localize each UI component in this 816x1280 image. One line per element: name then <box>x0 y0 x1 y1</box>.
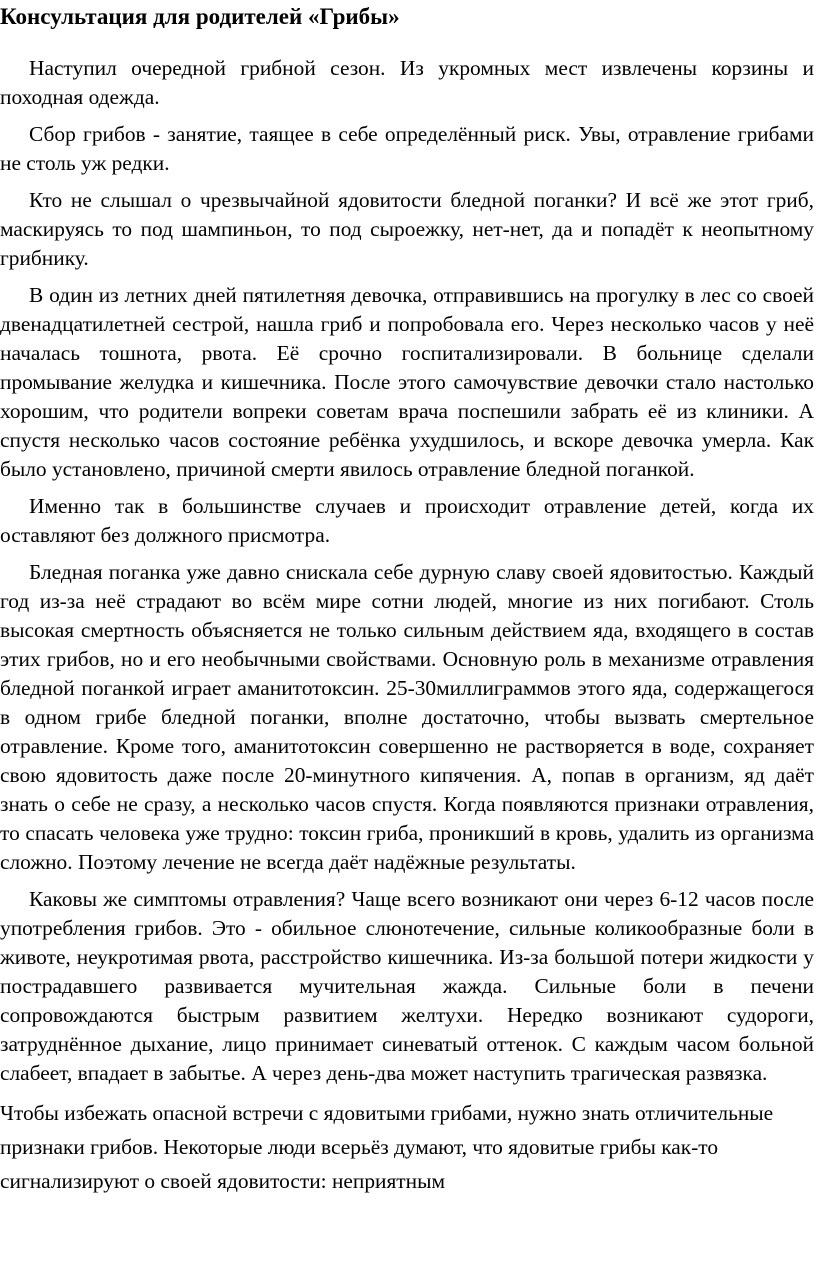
document-title: Консультация для родителей «Грибы» <box>0 4 400 29</box>
paragraph-mushroom-season: Наступил очередной грибной сезон. Из укромных мест извлечены корзины и походная одежда. <box>0 56 814 109</box>
paragraph-recognition: Чтобы избежать опасной встречи с ядовитыми грибами, нужно знать отличительные признаки грибов. Некоторые люди всерьёз думают, что ядовитые грибы как-то сигнализируют о своей ядовитости: неприятным <box>0 1101 774 1193</box>
paragraph-death-cap: Кто не слышал о чрезвычайной ядовитости бледной поганки? И всё же этот гриб, маскируясь то под шампиньон, то под сыроежку, нет-нет, да и попадёт к неопытному грибнику. <box>0 188 814 270</box>
paragraph-picking-risk: Сбор грибов - занятие, таящее в себе определённый риск. Увы, отравление грибами не столь уж редки. <box>0 122 814 175</box>
paragraph-girl-story: В один из летних дней пятилетняя девочка, отправившись на прогулку в лес со своей двенадцатилетней сестрой, нашла гриб и попробовала его. Через несколько часов у неё началась тошнота, рвота. Её срочно госпитализировали. В больнице сделали промывание желудка и кишечника. После этого самочувствие девочки стало настолько хорошим, что родители вопреки советам врача поспешили забрать её из клиники. А спустя несколько часов состояние ребёнка ухудшилось, и вскоре девочка умерла. Как было установлено, причиной смерти явилось отравление бледной поганкой. <box>0 283 814 481</box>
paragraph-amanitotoxin: Бледная поганка уже давно снискала себе дурную славу своей ядовитостью. Каждый год из-за неё страдают во всём мире сотни людей, многие из них погибают. Столь высокая смертность объясняется не только сильным действием яда, входящего в состав этих грибов, но и его необычными свойствами. Основную роль в механизме отравления бледной поганкой играет аманитотоксин. 25-30миллиграммов этого яда, содержащегося в одном грибе бледной поганки, вполне достаточно, чтобы вызвать смертельное отравление. Кроме того, аманитотоксин совершенно не растворяется в воде, сохраняет свою ядовитость даже после 20-минутного кипячения. А, попав в организм, яд даёт знать о себе не сразу, а несколько часов спустя. Когда появляются признаки отравления, то спасать человека уже трудно: токсин гриба, проникший в кровь, удалить из организма сложно. Поэтому лечение не всегда даёт надёжные результаты. <box>0 560 814 874</box>
paragraph-child-poisoning: Именно так в большинстве случаев и происходит отравление детей, когда их оставляют без должного присмотра. <box>0 494 814 547</box>
paragraph-symptoms: Каковы же симптомы отравления? Чаще всего возникают они через 6-12 часов после употребления грибов. Это - обильное слюнотечение, сильные коликообразные боли в животе, неукротимая рвота, расстройство кишечника. Из-за большой потери жидкости у пострадавшего развивается мучительная жажда. Сильные боли в печени сопровождаются быстрым развитием желтухи. Нередко возникают судороги, затруднённое дыхание, лицо принимает синеватый оттенок. С каждым часом больной слабеет, впадает в забытье. А через день-два может наступить трагическая развязка. <box>0 887 814 1085</box>
document-body <box>0 54 814 1198</box>
